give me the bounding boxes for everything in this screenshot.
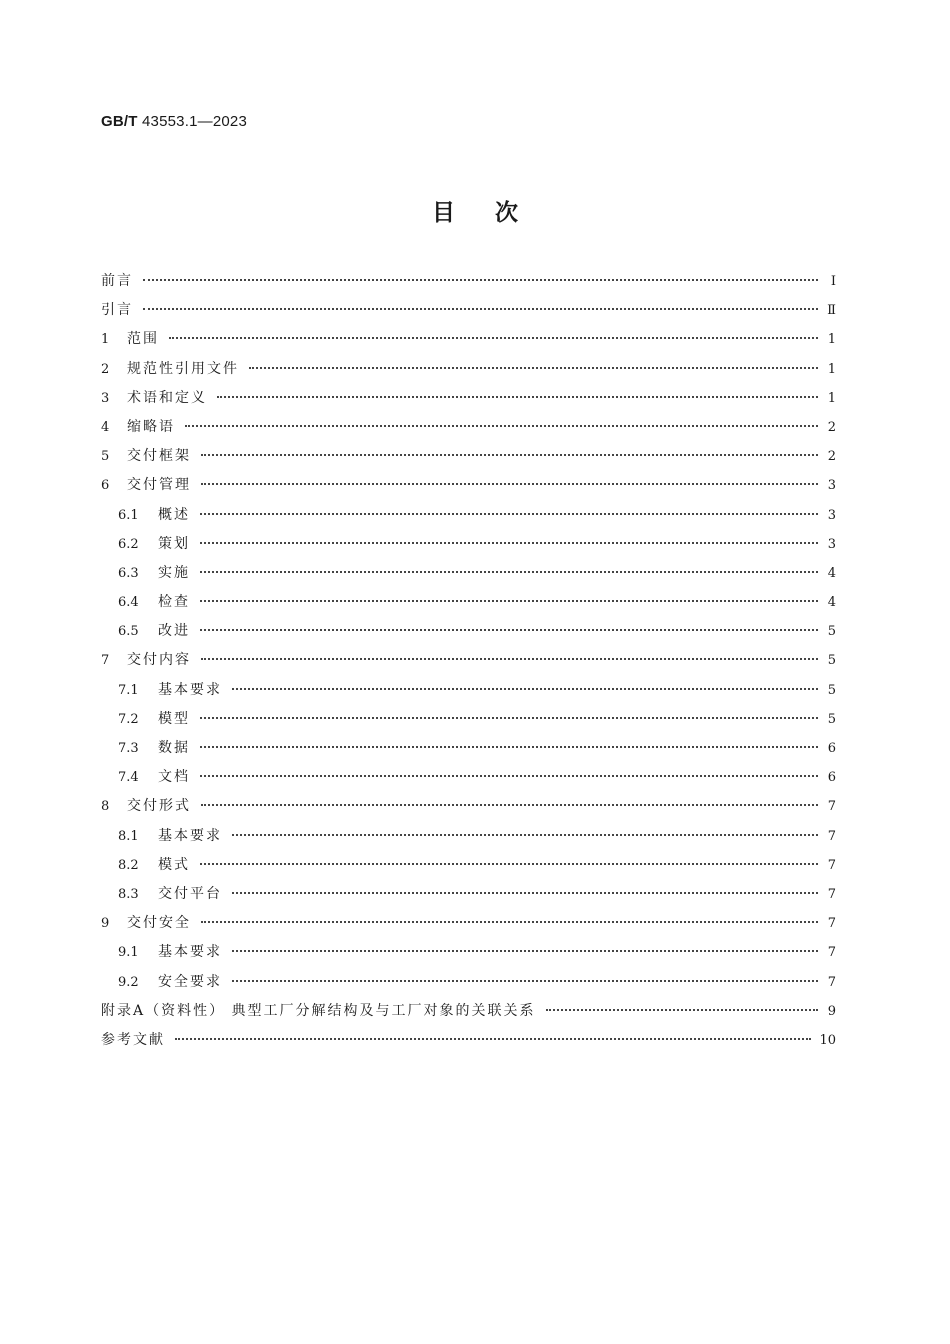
toc-entry-number: 7.2: [118, 711, 139, 727]
toc-dot-leader: [232, 950, 818, 952]
toc-entry-label: 术语和定义: [127, 389, 207, 406]
toc-dot-leader: [175, 1038, 811, 1040]
toc-page-number: 5: [827, 653, 836, 669]
standard-number: 43553.1—2023: [142, 113, 248, 130]
standard-code: [101, 113, 247, 130]
toc-dot-leader: [143, 308, 818, 310]
toc-entry[interactable]: [101, 883, 836, 912]
toc-page-number: 4: [827, 595, 836, 611]
toc-entry-label: 范围: [127, 331, 159, 348]
toc-dot-leader: [546, 1009, 818, 1011]
toc-entry[interactable]: [101, 708, 836, 737]
toc-dot-leader: [185, 425, 818, 427]
toc-page-number: 7: [827, 974, 836, 990]
toc-entry-label: 缩略语: [127, 418, 175, 435]
toc-entry[interactable]: [101, 854, 836, 883]
toc-entry[interactable]: [101, 504, 836, 533]
toc-entry-number: 7: [101, 653, 110, 669]
toc-entry-label: 改进: [158, 623, 190, 640]
toc-page-number: 2: [827, 449, 836, 465]
toc-page-number: 5: [827, 682, 836, 698]
toc-entry[interactable]: [101, 1000, 836, 1029]
toc-entry-label: 交付形式: [127, 798, 191, 815]
toc-entry-label: 基本要求: [158, 944, 222, 961]
toc-entry[interactable]: [101, 679, 836, 708]
toc-dot-leader: [201, 921, 818, 923]
toc-dot-leader: [200, 571, 818, 573]
toc-entry[interactable]: [101, 591, 836, 620]
toc-entry-number: 9.2: [118, 974, 139, 990]
toc-entry[interactable]: [101, 737, 836, 766]
toc-entry-number: 6.4: [118, 595, 139, 611]
toc-entry[interactable]: [101, 620, 836, 649]
toc-entry-number: 9.1: [118, 945, 139, 961]
toc-entry-label: 交付内容: [127, 652, 191, 669]
toc-page-number: 7: [827, 799, 836, 815]
toc-dot-leader: [201, 804, 818, 806]
toc-page-number: 7: [827, 945, 836, 961]
toc-dot-leader: [232, 892, 818, 894]
toc-entry-number: 5: [101, 449, 110, 465]
toc-entry-label: 数据: [158, 740, 190, 756]
toc-entry-number: 9: [101, 916, 110, 932]
toc-page-number: 3: [827, 478, 836, 494]
toc-dot-leader: [200, 863, 818, 865]
toc-page-number: 9: [827, 1003, 836, 1019]
toc-entry[interactable]: [101, 445, 836, 474]
toc-dot-leader: [232, 980, 818, 982]
toc-entry-number: 8.2: [118, 857, 139, 873]
toc-entry[interactable]: [101, 971, 836, 1000]
toc-dot-leader: [200, 717, 818, 719]
toc-entry[interactable]: [101, 416, 836, 445]
toc-entry-label: 附录A（资料性） 典型工厂分解结构及与工厂对象的关联关系: [101, 1002, 536, 1019]
toc-dot-leader: [232, 834, 818, 836]
toc-entry[interactable]: [101, 387, 836, 416]
toc-entry-number: 7.4: [118, 770, 139, 786]
toc-entry-label: 模型: [158, 710, 190, 727]
toc-dot-leader: [201, 483, 818, 485]
toc-entry-number: 2: [101, 361, 110, 377]
toc-page-number: 7: [827, 916, 836, 932]
toc-entry-number: 8: [101, 799, 110, 815]
toc-entry-label: 参考文献: [101, 1031, 165, 1048]
toc-page-number: 6: [827, 741, 836, 756]
toc-entry-label: 交付安全: [127, 915, 191, 932]
toc-page-number: 4: [827, 565, 836, 581]
toc-entry[interactable]: [101, 1029, 836, 1058]
toc-dot-leader: [200, 746, 818, 748]
toc-entry-label: 基本要求: [158, 827, 222, 844]
toc-entry-number: 6.2: [118, 536, 139, 552]
toc-entry[interactable]: [101, 766, 836, 795]
toc-entry[interactable]: [101, 474, 836, 503]
toc-entry[interactable]: [101, 825, 836, 854]
toc-entry[interactable]: [101, 912, 836, 941]
toc-entry-number: 8.3: [118, 886, 139, 902]
toc-entry-label: 引言: [101, 302, 133, 319]
toc-entry[interactable]: [101, 358, 836, 387]
toc-page-number: 1: [827, 361, 836, 377]
toc-page-number: 1: [827, 332, 836, 348]
toc-page-number: 7: [827, 886, 836, 902]
toc-dot-leader: [232, 688, 818, 690]
toc-entry-number: 3: [101, 390, 110, 406]
toc-entry-number: 6.5: [118, 624, 139, 640]
toc-page-number: 5: [827, 711, 836, 727]
toc-page-number: 3: [827, 536, 836, 552]
toc-page-number: Ⅱ: [827, 303, 836, 319]
toc-entry-number: 6.3: [118, 565, 139, 581]
toc-entry-label: 概述: [158, 506, 190, 523]
toc-entry[interactable]: [101, 270, 836, 299]
toc-entry-number: 7.1: [118, 682, 139, 698]
toc-dot-leader: [201, 454, 818, 456]
toc-dot-leader: [200, 600, 818, 602]
toc-dot-leader: [200, 629, 818, 631]
toc-dot-leader: [249, 367, 818, 369]
toc-entry-label: 规范性引用文件: [127, 360, 239, 377]
toc-page-number: 10: [819, 1032, 836, 1048]
toc-entry-label: 文档: [158, 769, 190, 786]
toc-entry-number: 6.1: [118, 507, 139, 523]
toc-entry-number: 8.1: [118, 828, 139, 844]
toc-dot-leader: [143, 279, 818, 281]
toc-entry-label: 实施: [158, 564, 190, 581]
toc-entry[interactable]: [101, 533, 836, 562]
toc-page-number: 1: [827, 390, 836, 406]
toc-entry-label: 交付平台: [158, 885, 222, 902]
toc-page-number: Ⅰ: [830, 274, 836, 289]
toc-entry[interactable]: [101, 328, 836, 357]
page-title: 目次: [432, 200, 558, 226]
toc-entry-number: 4: [101, 419, 110, 435]
toc-page-number: 6: [827, 770, 836, 786]
toc-dot-leader: [200, 775, 818, 777]
standard-prefix: GB/T: [101, 113, 138, 130]
toc-page-number: 5: [827, 624, 836, 640]
toc-dot-leader: [217, 396, 818, 398]
toc-page-number: 7: [827, 828, 836, 844]
toc-entry-number: 1: [101, 332, 110, 348]
toc-entry[interactable]: [101, 299, 836, 328]
toc-entry-label: 检查: [158, 594, 190, 611]
toc-entry-label: 交付框架: [127, 448, 191, 465]
table-of-contents: [101, 270, 836, 1058]
toc-page-number: 3: [827, 507, 836, 523]
toc-dot-leader: [169, 337, 818, 339]
toc-page-number: 7: [827, 857, 836, 873]
toc-entry-label: 策划: [158, 535, 190, 552]
toc-entry[interactable]: [101, 562, 836, 591]
toc-entry-number: 7.3: [118, 741, 139, 756]
toc-entry[interactable]: [101, 795, 836, 824]
toc-entry-label: 前言: [101, 273, 133, 289]
toc-dot-leader: [201, 658, 818, 660]
toc-entry-number: 6: [101, 478, 110, 494]
toc-entry-label: 交付管理: [127, 477, 191, 494]
toc-dot-leader: [200, 542, 818, 544]
toc-entry-label: 安全要求: [158, 973, 222, 990]
toc-entry[interactable]: [101, 941, 836, 970]
toc-page-number: 2: [827, 419, 836, 435]
toc-dot-leader: [200, 513, 818, 515]
toc-entry-label: 模式: [158, 856, 190, 873]
toc-entry-label: 基本要求: [158, 681, 222, 698]
toc-entry[interactable]: [101, 649, 836, 678]
